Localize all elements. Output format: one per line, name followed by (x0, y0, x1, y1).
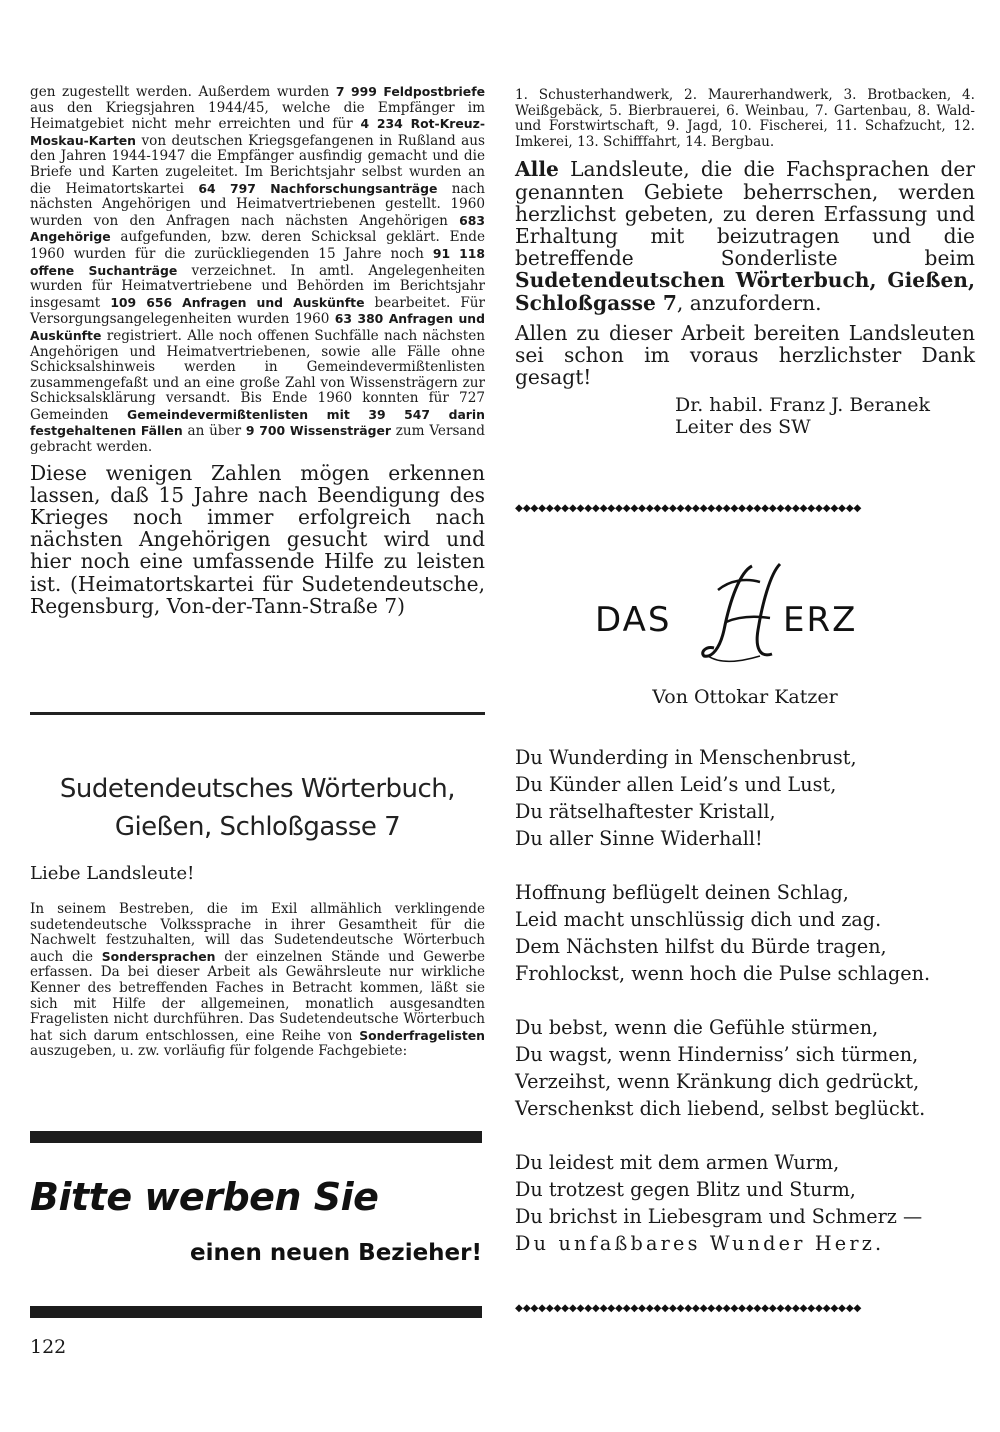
signature (515, 394, 975, 438)
poem-stanza (515, 744, 975, 852)
poem-line: Du trotzest gegen Blitz und Sturm, (515, 1178, 856, 1201)
poem-line: Du rätselhaftester Kristall, (515, 800, 776, 823)
woerterbuch-appeal: Alle Landsleute, die die Fachsprachen der genannten Gebiete beherrschen, werden herzlichst gebeten, zu deren Erfassung und Erhaltung mit beizutragen und die betreffende Sonderliste beim Sudetendeutschen Wörterbuch, Gießen, Schloßgasse 7, anzufordern. (515, 157, 975, 315)
poem-body (515, 744, 975, 1284)
heimatortskartei-article (30, 84, 485, 617)
ornament-row-bottom: ◆◆◆◆◆◆◆◆◆◆◆◆◆◆◆◆◆◆◆◆◆◆◆◆◆◆◆◆◆◆◆◆◆◆◆◆◆◆◆◆◆◆◆◆◆ (515, 1302, 862, 1314)
poem-title-word1: DAS (595, 600, 672, 640)
signature-name: Dr. habil. Franz J. Beranek (675, 394, 930, 417)
woerterbuch-body: In seinem Bestreben, die im Exil allmählich verklingende sudetendeutsche Volkssprache in ihrer Gesamtheit für die Nachwelt festzuhalten, will das Sudetendeutsche Wörterbuch auch die Sondersprachen der einzelnen Stände und Gewerbe erfassen. Da bei dieser Arbeit als Gewährsleute nur wirkliche Kenner des betreffenden Faches in Betracht kommen, läßt sie sich mit Hilfe der allgemeinen, monatlich ausgesandten Fragelisten nicht durchführen. Das Sudetendeutsche Wörterbuch hat sich darum entschlossen, eine Reihe von Sonderfragelisten auszugeben, u. zw. vorläufig für folgende Fachgebiete: (30, 901, 485, 1060)
poem-line: Du aller Sinne Widerhall! (515, 827, 763, 850)
woerterbuch-heading (30, 770, 485, 846)
woerterbuch-continued (515, 88, 975, 438)
poem-line: Du bebst, wenn die Gefühle stürmen, (515, 1016, 879, 1039)
poem-line: Frohlockst, wenn hoch die Pulse schlagen. (515, 962, 931, 985)
poem-author: Von Ottokar Katzer (652, 686, 838, 708)
poem-title-word2: ERZ (783, 600, 858, 640)
poem-line: Du brichst in Liebesgram und Schmerz — (515, 1205, 923, 1228)
poem-line: Dem Nächsten hilfst du Bürde tragen, (515, 935, 887, 958)
poem-line: Du wagst, wenn Hinderniss’ sich türmen, (515, 1043, 919, 1066)
woerterbuch-greeting: Liebe Landsleute! (30, 863, 195, 884)
signature-role: Leiter des SW (675, 416, 811, 439)
ad-slogan-sub: einen neuen Bezieher! (190, 1240, 482, 1266)
poem-line: Leid macht unschlüssig dich und zag. (515, 908, 882, 931)
page-number: 122 (30, 1336, 67, 1358)
divider-rule (30, 712, 485, 715)
poem-title (515, 560, 975, 670)
poem-line: Du unfaßbares Wunder Herz. (515, 1232, 885, 1255)
poem-line: Verschenkst dich liebend, selbst beglückt. (515, 1097, 926, 1120)
ornament-row-top: ◆◆◆◆◆◆◆◆◆◆◆◆◆◆◆◆◆◆◆◆◆◆◆◆◆◆◆◆◆◆◆◆◆◆◆◆◆◆◆◆◆◆◆◆◆ (515, 502, 862, 514)
poem-stanza (515, 1014, 975, 1122)
poem-stanza (515, 1149, 975, 1257)
ad-rule-top (30, 1131, 482, 1143)
article-closing: Diese wenigen Zahlen mögen erkennen lassen, daß 15 Jahre nach Beendigung des Krieges noch immer erfolgreich nach nächsten Angehörigen gesucht wird und hier noch eine umfassende Hilfe zu leisten ist. (Heimatortskartei für Sudetendeutsche, Regensburg, Von-der-Tann-Straße 7) (30, 460, 485, 618)
poem-stanza (515, 879, 975, 987)
poem-line: Du Wunderding in Menschenbrust, (515, 746, 857, 769)
poem-line: Hoffnung beflügelt deinen Schlag, (515, 881, 849, 904)
ornamental-h-initial (700, 560, 790, 670)
woerterbuch-heading-line2: Gießen, Schloßgasse 7 (114, 812, 401, 842)
poem-line: Du leidest mit dem armen Wurm, (515, 1151, 840, 1174)
article-body: gen zugestellt werden. Außerdem wurden 7 999 Feldpostbriefe aus den Kriegsjahren 1944/45, welche die Empfänger im Heimatgebiet nicht mehr erreichten und für 4 234 Rot-Kreuz-Moskau-Karten von deutschen Kriegsgefangenen in Rußland aus den Jahren 1944-1947 die Empfänger ausfindig gemacht und die Briefe und Karten zugeleitet. Im Berichtsjahr selbst wurden an die Heimatortskartei 64 797 Nachforschungsanträge nach nächsten Angehörigen und Heimatvertriebenen gestellt. 1960 wurden von den Anfragen nach nächsten Angehörigen 683 Angehörige aufgefunden, bzw. deren Schicksal geklärt. Ende 1960 wurden für die zurückliegenden 15 Jahre noch 91 118 offene Suchanträge verzeichnet. In amtl. Angelegenheiten wurden für Heimatvertriebene und Behörden im Berichtsjahr insgesamt 109 656 Anfragen und Auskünfte bearbeitet. Für Versorgungsangelegenheiten wurden 1960 63 380 Anfragen und Auskünfte registriert. Alle noch offenen Suchfälle nach nächsten Angehörigen und Heimatvertriebenen, sowie alle Fälle ohne Schicksalshinweis werden in Gemeindevermißtenlisten zusammengefaßt und an eine große Zahl von Wissensträgern zur Schicksalsklärung versandt. Bis Ende 1960 konnten für 727 Gemeinden Gemeindevermißtenlisten mit 39 547 darin festgehaltenen Fällen an über 9 700 Wissensträger zum Versand gebracht werden. (30, 84, 486, 456)
woerterbuch-thanks: Allen zu dieser Arbeit bereiten Landsleuten sei schon im voraus herzlichster Dank gesagt! (515, 320, 975, 390)
poem-line: Verzeihst, wenn Kränkung dich gedrückt, (515, 1070, 920, 1093)
fachgebiete-list: 1. Schusterhandwerk, 2. Maurerhandwerk, 3. Brotbacken, 4. Weißgebäck, 5. Bierbrauerei, 6. Weinbau, 7. Gartenbau, 8. Wald- und Forstwirtschaft, 9. Jagd, 10. Fischerei, 11. Schafzucht, 12. Imkerei, 13. Schifffahrt, 14. Bergbau. (515, 87, 975, 150)
poem-line: Du Künder allen Leid’s und Lust, (515, 773, 837, 796)
woerterbuch-heading-line1: Sudetendeutsches Wörterbuch, (59, 774, 456, 804)
ad-slogan-main: Bitte werben Sie (30, 1175, 379, 1219)
ad-rule-bottom (30, 1306, 482, 1318)
